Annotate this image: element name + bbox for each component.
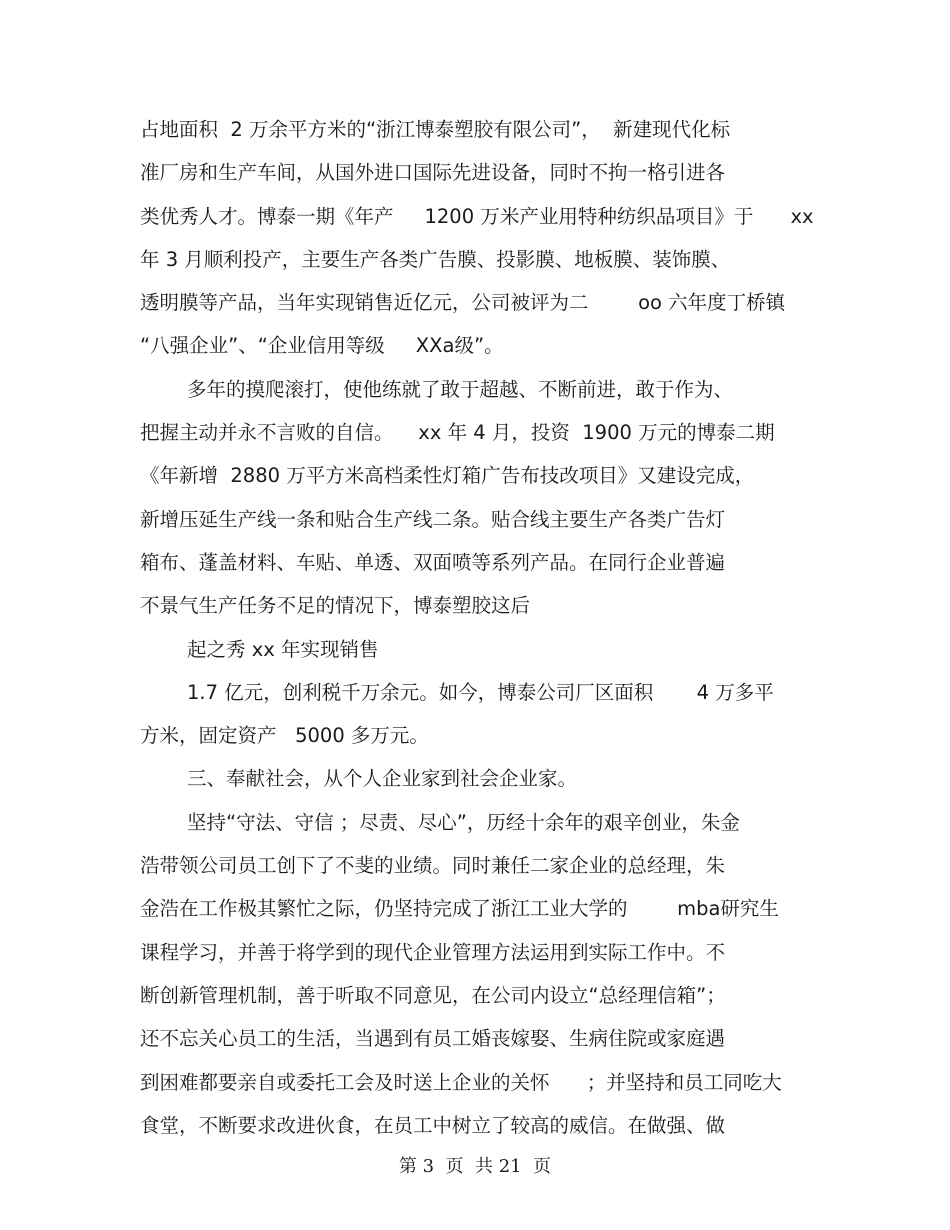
text-line: 占地面积 2 万余平方米的“浙江博泰塑胶有限公司”， 新建现代化标 bbox=[140, 118, 731, 141]
text-line: 起之秀 xx 年实现销售 bbox=[187, 637, 379, 661]
page-footer: 第 3 页 共 21 页 bbox=[398, 1156, 552, 1177]
text-line: 多年的摸爬滚打，使他练就了敢于超越、不断前进，敢于作为、 bbox=[187, 377, 734, 401]
text-line: 年 3 月顺利投产，主要生产各类广告膜、投影膜、地板膜、装饰膜、 bbox=[140, 247, 731, 271]
text-line: 食堂，不断要求改进伙食，在员工中树立了较高的威信。在做强、做 bbox=[140, 1113, 726, 1137]
text-line: 课程学习，并善于将学到的现代企业管理方法运用到实际工作中。不 bbox=[140, 940, 726, 964]
text-line: 不景气生产任务不足的情况下，博泰塑胶这后 bbox=[140, 594, 531, 618]
text-line: 浩带领公司员工创下了不斐的业绩。同时兼任二家企业的总经理，朱 bbox=[140, 854, 726, 878]
text-line: 坚持“守法、守信 ；尽责、尽心”，历经十余年的艰辛创业，朱金 bbox=[187, 810, 740, 834]
text-line: 方米，固定资产 5000 多万元。 bbox=[140, 724, 429, 748]
text-line: 还不忘关心员工的生活，当遇到有员工婚丧嫁娶、生病住院或家庭遇 bbox=[140, 1027, 726, 1051]
text-line: 断创新管理机制，善于听取不同意见，在公司内设立“总经理信箱”； bbox=[140, 983, 726, 1007]
text-line: 到困难都要亲自或委托工会及时送上企业的关怀 ；并坚持和员工同吃大 bbox=[140, 1070, 782, 1094]
text-line: 箱布、蓬盖材料、车贴、单透、双面喷等系列产品。在同行企业普遍 bbox=[140, 550, 726, 574]
text-line: 透明膜等产品，当年实现销售近亿元，公司被评为二 oo 六年度丁桥镇 bbox=[140, 291, 786, 315]
text-line: 1.7 亿元，创利税千万余元。如今，博泰公司厂区面积 4 万多平 bbox=[187, 680, 774, 704]
text-line: 金浩在工作极其繁忙之际，仍坚持完成了浙江工业大学的 mba研究生 bbox=[140, 897, 779, 921]
document-body bbox=[140, 108, 820, 1147]
text-line: 把握主动并永不言败的自信。 xx 年 4 月，投资 1900 万元的博泰二期 bbox=[140, 421, 775, 445]
text-line: 类优秀人才。博泰一期《年产 1200 万米产业用特种纺织品项目》于 xx bbox=[140, 204, 814, 228]
text-line: 准厂房和生产车间，从国外进口国际先进设备，同时不拘一格引进各 bbox=[140, 161, 726, 185]
text-line: 新增压延生产线一条和贴合生产线二条。贴合线主要生产各类广告灯 bbox=[140, 507, 726, 531]
text-line: 三、奉献社会，从个人企业家到社会企业家。 bbox=[187, 767, 578, 791]
text-line: 《年新增 2880 万平方米高档柔性灯箱广告布技改项目》又建设完成， bbox=[140, 464, 755, 488]
text-line: “八强企业”、“企业信用等级 XXa级”。 bbox=[140, 334, 504, 358]
